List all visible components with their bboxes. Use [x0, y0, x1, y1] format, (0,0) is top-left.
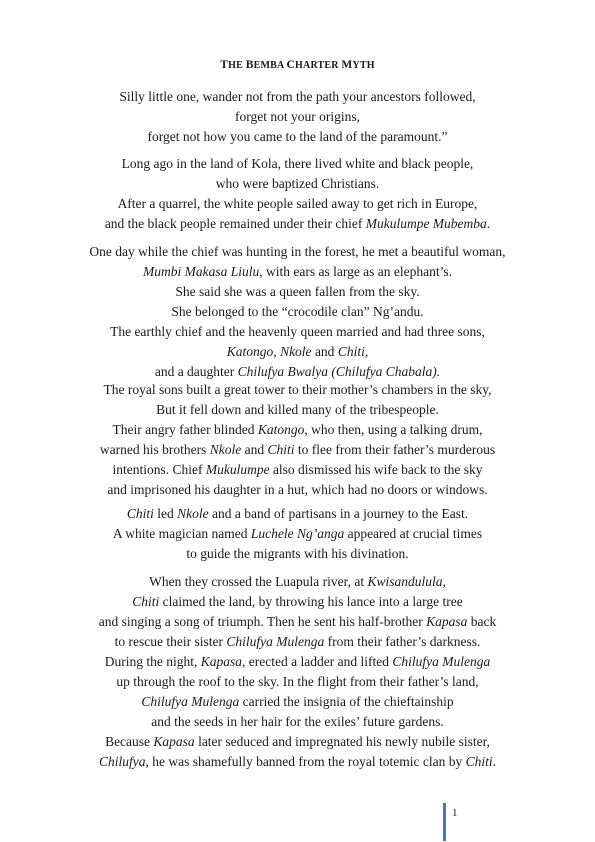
- poem-line: and the seeds in her hair for the exiles’ future gardens.: [151, 714, 444, 729]
- poem-line: Mumbi Makasa Liulu, with ears as large as an elephant’s.: [142, 264, 453, 279]
- italic-name: Chiti: [337, 344, 365, 359]
- poem-line: Silly little one, wander not from the path your ancestors followed,: [119, 89, 476, 104]
- poem-line: and imprisoned his daughter in a hut, which had no doors or windows.: [107, 482, 488, 497]
- poem-line: A white magician named Luchele Ng’anga appeared at crucial times: [112, 526, 483, 541]
- poem-line: forget not how you came to the land of the paramount.”: [147, 129, 448, 144]
- footer-divider: [443, 803, 446, 841]
- italic-name: Chilufya Mulenga: [392, 654, 491, 669]
- stanza: [0, 380, 595, 500]
- stanza: [0, 154, 595, 234]
- italic-name: Kapasa: [426, 614, 468, 629]
- italic-name: Chiti: [267, 442, 295, 457]
- stanza: [0, 242, 595, 382]
- stanza: [0, 87, 595, 147]
- poem-line: After a quarrel, the white people sailed away to get rich in Europe,: [117, 196, 478, 211]
- italic-name: Katongo: [226, 344, 274, 359]
- poem-line: who were baptized Christians.: [215, 176, 380, 191]
- italic-name: Kwisandulula: [367, 574, 443, 589]
- italic-name: Katongo: [257, 422, 305, 437]
- poem-line: She belonged to the “crocodile clan” Ng’andu.: [171, 304, 424, 319]
- italic-name: Mukulumpe Mubemba: [365, 216, 487, 231]
- poem-line: up through the roof to the sky. In the flight from their father’s land,: [116, 674, 479, 689]
- poem-line: Long ago in the land of Kola, there lived white and black people,: [121, 156, 474, 171]
- italic-name: Chilufya: [98, 754, 146, 769]
- italic-name: Kapasa: [153, 734, 195, 749]
- poem-line: When they crossed the Luapula river, at Kwisandulula,: [149, 574, 446, 589]
- poem-line: to rescue their sister Chilufya Mulenga from their father’s darkness.: [114, 634, 481, 649]
- italic-name: Kapasa: [200, 654, 243, 669]
- italic-name: Chilufya Mulenga: [226, 634, 325, 649]
- italic-name: Luchele Ng’anga: [250, 526, 345, 541]
- poem-line: Chilufya Mulenga carried the insignia of the chieftainship: [141, 694, 454, 709]
- italic-name: Chiti: [126, 506, 154, 521]
- poem-line: She said she was a queen fallen from the sky.: [175, 284, 420, 299]
- poem-line: warned his brothers Nkole and Chiti to flee from their father’s murderous: [99, 442, 496, 457]
- page-title: THE BEMBA CHARTER MYTH: [220, 59, 375, 71]
- poem-line: intentions. Chief Mukulumpe also dismissed his wife back to the sky: [112, 462, 483, 477]
- poem-line: But it fell down and killed many of the tribespeople.: [156, 402, 439, 417]
- italic-name: Chiti: [465, 754, 493, 769]
- poem-line: One day while the chief was hunting in the forest, he met a beautiful woman,: [89, 244, 506, 259]
- italic-name: Nkole: [209, 442, 242, 457]
- italic-name: Mumbi Makasa Liulu: [142, 264, 260, 279]
- poem-line: Chilufya, he was shamefully banned from the royal totemic clan by Chiti.: [98, 754, 497, 769]
- italic-name: Chiti: [132, 594, 160, 609]
- italic-name: Mukulumpe: [205, 462, 270, 477]
- italic-name: Nkole: [177, 506, 209, 521]
- stanza: [0, 572, 595, 772]
- poem-line: Because Kapasa later seduced and impregnated his newly nubile sister,: [105, 734, 490, 749]
- poem-line: and a daughter Chilufya Bwalya (Chilufya Chabala).: [154, 364, 441, 379]
- poem-line: forget not your origins,: [235, 109, 360, 124]
- poem-line: to guide the migrants with his divination.: [186, 546, 409, 561]
- italic-name: Chilufya Bwalya (Chilufya Chabala).: [237, 364, 441, 379]
- poem-line: and the black people remained under their chief Mukulumpe Mubemba.: [104, 216, 491, 231]
- poem-line: The earthly chief and the heavenly queen married and had three sons,: [110, 324, 485, 339]
- poem-line: Katongo, Nkole and Chiti,: [226, 344, 369, 359]
- page-number: 1: [452, 807, 458, 819]
- poem-line: During the night, Kapasa, erected a ladder and lifted Chilufya Mulenga: [104, 654, 491, 669]
- page-footer: [443, 803, 473, 841]
- italic-name: Chilufya Mulenga: [141, 694, 240, 709]
- poem-line: Chiti led Nkole and a band of partisans in a journey to the East.: [126, 506, 469, 521]
- poem-line: and singing a song of triumph. Then he sent his half-brother Kapasa back: [98, 614, 497, 629]
- poem-line: Their angry father blinded Katongo, who then, using a talking drum,: [112, 422, 483, 437]
- poem-line: Chiti claimed the land, by throwing his lance into a large tree: [132, 594, 463, 609]
- stanza: [0, 504, 595, 564]
- italic-name: Nkole: [280, 344, 312, 359]
- poem-line: The royal sons built a great tower to their mother’s chambers in the sky,: [103, 382, 492, 397]
